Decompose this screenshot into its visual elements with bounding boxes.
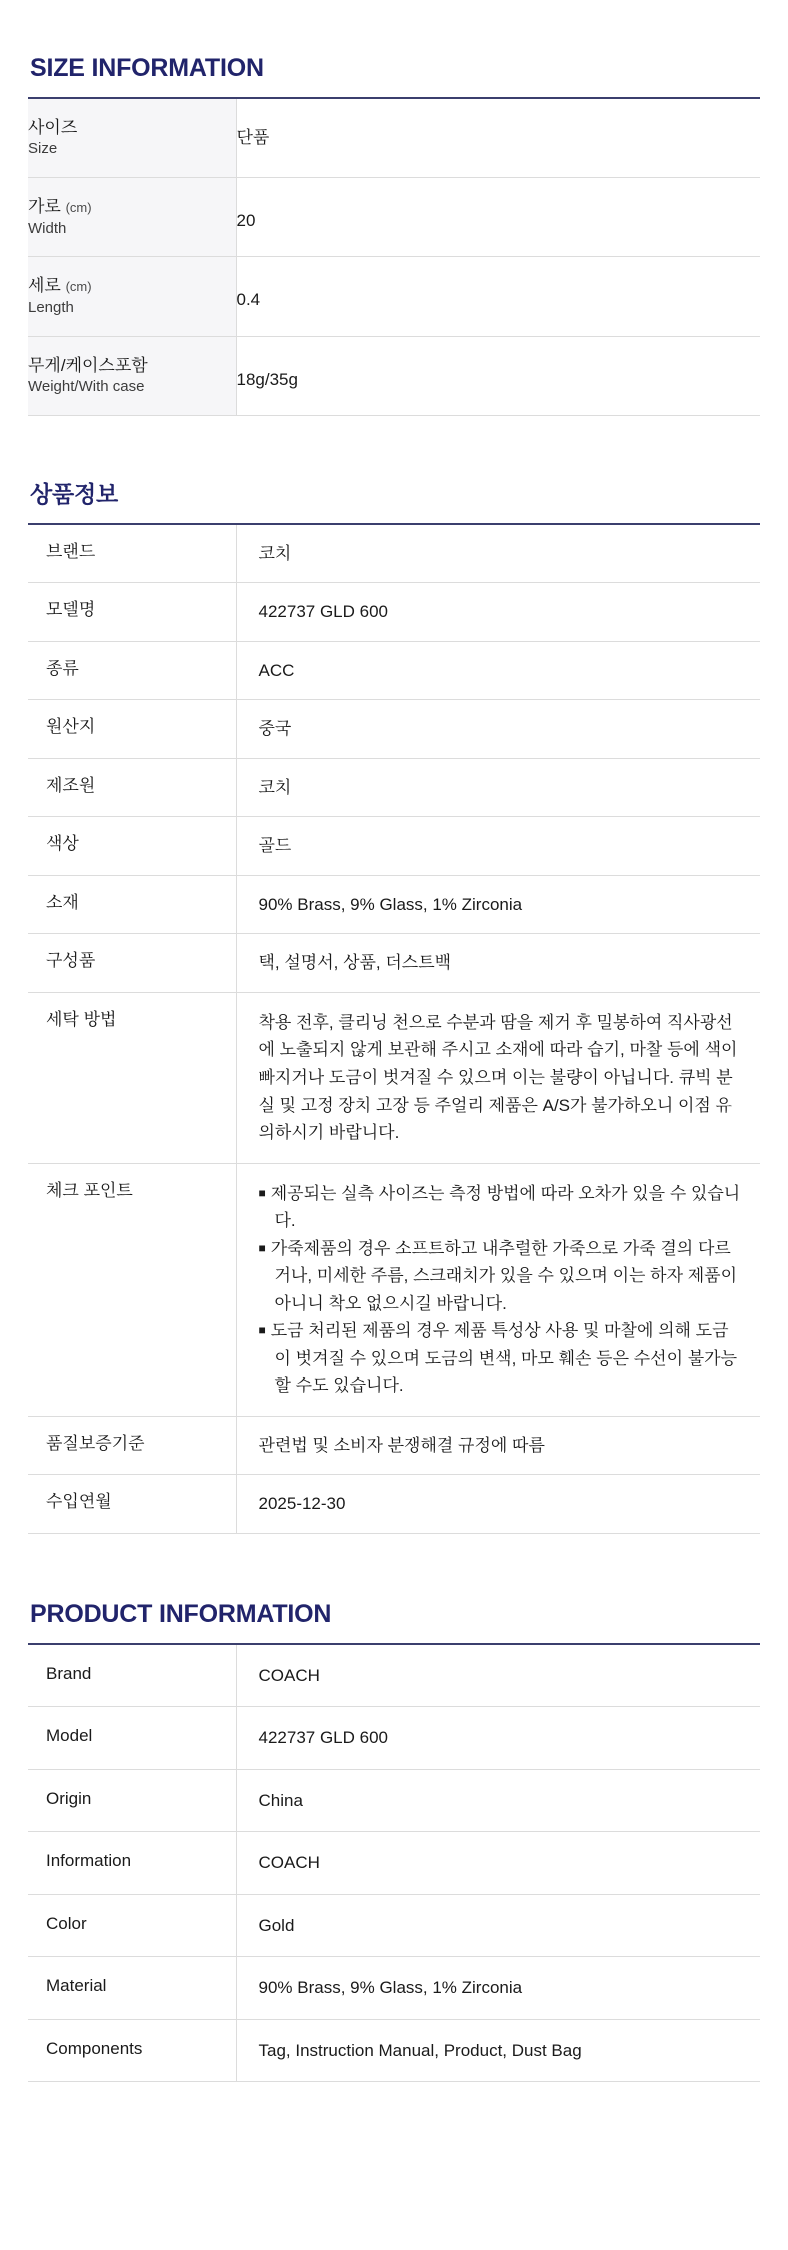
table-row (28, 178, 760, 257)
row-label-kr: 사이즈 (28, 118, 78, 137)
check-point-bullet: ■ 제공되는 실측 사이즈는 측정 방법에 따라 오차가 있을 수 있습니다. (258, 1183, 741, 1231)
row-value: 90% Brass, 9% Glass, 1% Zirconia (236, 875, 760, 934)
product-information-en-title: PRODUCT INFORMATION (30, 1599, 332, 1628)
row-label: Material (28, 1957, 236, 2020)
row-label: 모델명 (28, 583, 236, 642)
table-row (28, 1832, 760, 1895)
product-information-kr-section (28, 476, 760, 1534)
row-label (28, 336, 236, 415)
row-value: 택, 설명서, 상품, 더스트백 (236, 934, 760, 993)
bottom-spacer (28, 2082, 760, 2112)
row-value: 0.4 (236, 257, 760, 336)
table-row (28, 524, 760, 583)
size-information-table (28, 97, 760, 416)
size-information-title: SIZE INFORMATION (30, 54, 264, 82)
row-value: 90% Brass, 9% Glass, 1% Zirconia (236, 1957, 760, 2020)
table-row (28, 758, 760, 817)
row-value: 코치 (236, 758, 760, 817)
square-bullet-icon: ■ (258, 1323, 266, 1338)
top-spacer (28, 0, 760, 54)
table-row (28, 700, 760, 759)
row-label: Information (28, 1832, 236, 1895)
row-label-en: Size (28, 140, 58, 158)
row-label: Brand (28, 1644, 236, 1707)
row-label (28, 98, 236, 178)
row-value: 422737 GLD 600 (236, 583, 760, 642)
table-row (28, 257, 760, 336)
row-label-kr: 가로 (28, 197, 61, 217)
row-label: 구성품 (28, 934, 236, 993)
row-label-en: Length (28, 298, 74, 316)
row-label: 체크 포인트 (28, 1163, 236, 1416)
row-value: China (236, 1769, 760, 1832)
table-row (28, 1707, 760, 1770)
table-row (28, 817, 760, 876)
check-point-bullet: ■ 가죽제품의 경우 소프트하고 내추럴한 가죽으로 가죽 결의 다르거나, 미세한 주름, 스크래치가 있을 수 있으며 이는 하자 제품이 아니니 착오 없으시길 바랍니다. (258, 1238, 738, 1313)
product-information-en-table (28, 1643, 760, 2083)
table-row (28, 98, 760, 178)
row-value: 관련법 및 소비자 분쟁해결 규정에 따름 (236, 1416, 760, 1475)
table-row (28, 1957, 760, 2020)
row-value: 2025-12-30 (236, 1475, 760, 1534)
row-label: 색상 (28, 817, 236, 876)
table-row (28, 2019, 760, 2082)
row-value (236, 992, 760, 1163)
row-label: 세탁 방법 (28, 992, 236, 1163)
table-row (28, 1644, 760, 1707)
square-bullet-icon: ■ (258, 1240, 266, 1255)
table-row (28, 875, 760, 934)
row-value: 422737 GLD 600 (236, 1707, 760, 1770)
row-label: Color (28, 1894, 236, 1957)
table-row (28, 1769, 760, 1832)
product-information-kr-table (28, 523, 760, 1534)
table-row (28, 992, 760, 1163)
product-information-en-section (28, 1600, 760, 2083)
row-value: 골드 (236, 817, 760, 876)
check-point-bullet: ■ 도금 처리된 제품의 경우 제품 특성상 사용 및 마찰에 의해 도금이 벗겨질 수 있으며 도금의 변색, 마모 훼손 등은 수선이 불가능할 수도 있습니다. (258, 1321, 738, 1396)
row-label-unit: (cm) (65, 279, 92, 295)
table-row (28, 1894, 760, 1957)
row-value: COACH (236, 1832, 760, 1895)
table-row (28, 1475, 760, 1534)
row-label: 수입연월 (28, 1475, 236, 1534)
row-value: 20 (236, 178, 760, 257)
row-label (28, 257, 236, 336)
row-label-kr: 세로 (28, 276, 61, 296)
row-label-kr: 무게/케이스포함 (28, 355, 148, 375)
row-label: 제조원 (28, 758, 236, 817)
table-row (28, 934, 760, 993)
row-value: ACC (236, 641, 760, 700)
row-value: 중국 (236, 700, 760, 759)
row-label: 브랜드 (28, 524, 236, 583)
product-information-kr-title: 상품정보 (30, 480, 119, 507)
table-row (28, 336, 760, 415)
row-value: 코치 (236, 524, 760, 583)
row-label: 원산지 (28, 700, 236, 759)
row-value: Gold (236, 1894, 760, 1957)
row-label: Components (28, 2019, 236, 2082)
table-row (28, 1163, 760, 1416)
row-value: COACH (236, 1644, 760, 1707)
row-label: Origin (28, 1769, 236, 1832)
row-label (28, 178, 236, 257)
table-row (28, 583, 760, 642)
row-label-en: Weight/With case (28, 378, 145, 396)
table-row (28, 1416, 760, 1475)
section-gap (28, 416, 760, 476)
row-label: Model (28, 1707, 236, 1770)
row-label: 소재 (28, 875, 236, 934)
row-value: 단품 (236, 98, 760, 178)
row-label: 종류 (28, 641, 236, 700)
row-value: Tag, Instruction Manual, Product, Dust Bag (236, 2019, 760, 2082)
size-information-section (28, 54, 760, 416)
row-label-unit: (cm) (65, 200, 92, 216)
row-label: 품질보증기준 (28, 1416, 236, 1475)
row-value (236, 1163, 760, 1416)
section-gap (28, 1534, 760, 1600)
row-value: 18g/35g (236, 336, 760, 415)
row-label-en: Width (28, 219, 67, 237)
table-row (28, 641, 760, 700)
wash-instruction-text: 착용 전후, 클리닝 천으로 수분과 땀을 제거 후 밀봉하여 직사광선에 노출되지 않게 보관해 주시고 소재에 따라 습기, 마찰 등에 색이 빠지거나 도금이 벗겨질 수 있으며 이는 불량이 아닙니다. 큐빅 분실 및 고정 장치 고장 등 주얼리 제품은 A/S가 불가하오니 이점 유의하시기 바랍니다. (258, 1012, 738, 1143)
square-bullet-icon: ■ (258, 1185, 266, 1200)
